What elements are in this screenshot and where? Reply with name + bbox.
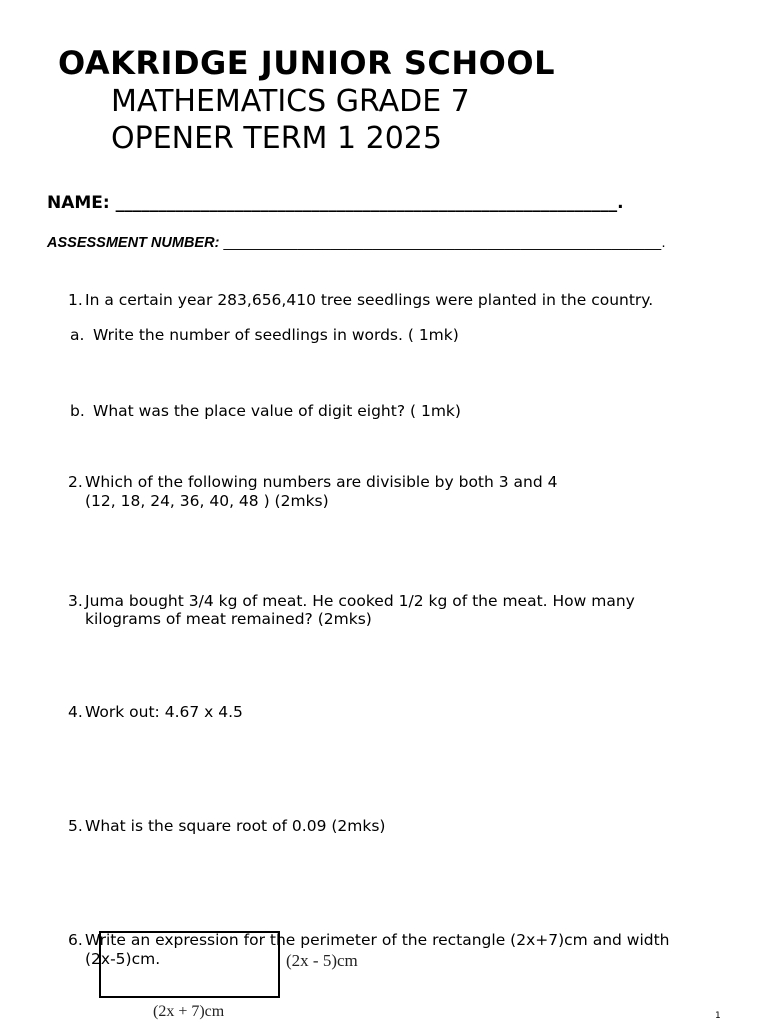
question-2-number: 2. <box>68 473 83 491</box>
question-6-number: 6. <box>68 931 83 949</box>
exam-subject: MATHEMATICS GRADE 7 <box>111 84 470 119</box>
exam-term: OPENER TERM 1 2025 <box>111 121 442 156</box>
assessment-blank: _____________________________________________________. <box>223 235 666 251</box>
assessment-label: ASSESSMENT NUMBER: <box>47 235 220 251</box>
question-1b-text: What was the place value of digit eight? ( 1mk) <box>93 402 461 420</box>
rectangle-width-label: (2x - 5)cm <box>286 951 358 970</box>
name-field <box>47 193 624 213</box>
question-6-text-cont: (2x-5)cm. <box>85 950 161 968</box>
question-5-number: 5. <box>68 817 83 835</box>
question-5-text: What is the square root of 0.09 (2mks) <box>85 817 386 835</box>
question-1-text: In a certain year 283,656,410 tree seedlings were planted in the country. <box>85 291 654 309</box>
rectangle-length-label: (2x + 7)cm <box>153 1003 225 1020</box>
question-3-number: 3. <box>68 592 83 610</box>
question-6-text: Write an expression for the perimeter of the rectangle (2x+7)cm and width <box>85 931 670 949</box>
name-blank: ___________________________________________________________. <box>115 193 624 213</box>
question-4-text: Work out: 4.67 x 4.5 <box>85 703 243 721</box>
question-1a-text: Write the number of seedlings in words. ( 1mk) <box>93 326 459 344</box>
school-name: OAKRIDGE JUNIOR SCHOOL <box>58 44 555 82</box>
question-4-number: 4. <box>68 703 83 721</box>
name-label: NAME: <box>47 193 110 213</box>
question-1-number: 1. <box>68 291 83 309</box>
question-1a-letter: a. <box>70 326 85 344</box>
question-2-options: (12, 18, 24, 36, 40, 48 ) (2mks) <box>85 492 329 510</box>
question-2-text: Which of the following numbers are divisible by both 3 and 4 <box>85 473 558 491</box>
page-number: 1 <box>715 1011 721 1021</box>
question-3-text: Juma bought 3/4 kg of meat. He cooked 1/2 kg of the meat. How many <box>85 592 635 610</box>
assessment-number-field <box>47 235 666 251</box>
question-3-text-cont: kilograms of meat remained? (2mks) <box>85 610 372 628</box>
question-1b-letter: b. <box>70 402 85 420</box>
